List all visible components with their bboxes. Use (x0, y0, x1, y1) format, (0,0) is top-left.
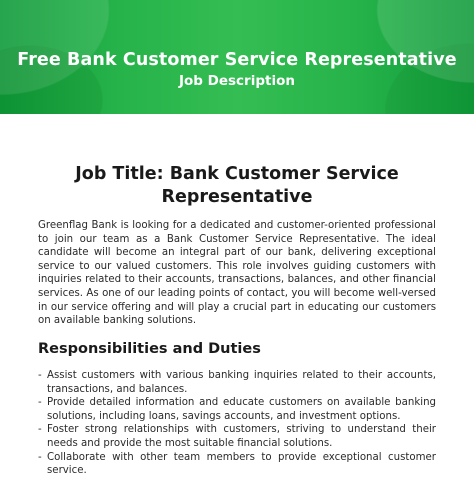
list-item (38, 369, 436, 396)
bullet-marker: - (38, 451, 42, 463)
list-item (38, 423, 436, 450)
list-item (38, 451, 436, 478)
banner-subtitle: Job Description (179, 73, 295, 89)
list-item-text: Foster strong relationships with customers, striving to understand their needs and provide the most suitable financial solutions. (47, 424, 436, 449)
list-item-text: Collaborate with other team members to provide exceptional customer service. (47, 451, 436, 477)
responsibilities-heading: Responsibilities and Duties (38, 341, 261, 357)
header-banner (0, 0, 474, 114)
list-item-text: Assist customers with various banking inquiries related to their accounts, transactions, and balances. (47, 370, 436, 395)
intro-paragraph: Greenflag Bank is looking for a dedicated and customer-oriented professional to join our team as a Bank Customer Service Representative. The ideal candidate will become an integral part of our bank, delivering exceptional service to our valued customers. This role involves guiding customers with inquiries related to their accounts, transactions, balances, and other financial services. As one of our leading points of contact, you will become well-versed in our service offering and will play a crucial part in educating our customers on available banking solutions. (38, 220, 436, 327)
banner-title: Free Bank Customer Service Representative (17, 50, 457, 70)
bullet-marker: - (38, 370, 42, 381)
list-item (38, 396, 436, 423)
bullet-marker: - (38, 397, 42, 409)
bullet-marker: - (38, 424, 42, 436)
responsibilities-list (38, 369, 436, 478)
list-item-text: Provide detailed information and educate customers on available banking solutions, including loans, savings accounts, and investment options. (47, 397, 436, 422)
job-title-heading: Job Title: Bank Customer Service Representative (75, 164, 399, 207)
